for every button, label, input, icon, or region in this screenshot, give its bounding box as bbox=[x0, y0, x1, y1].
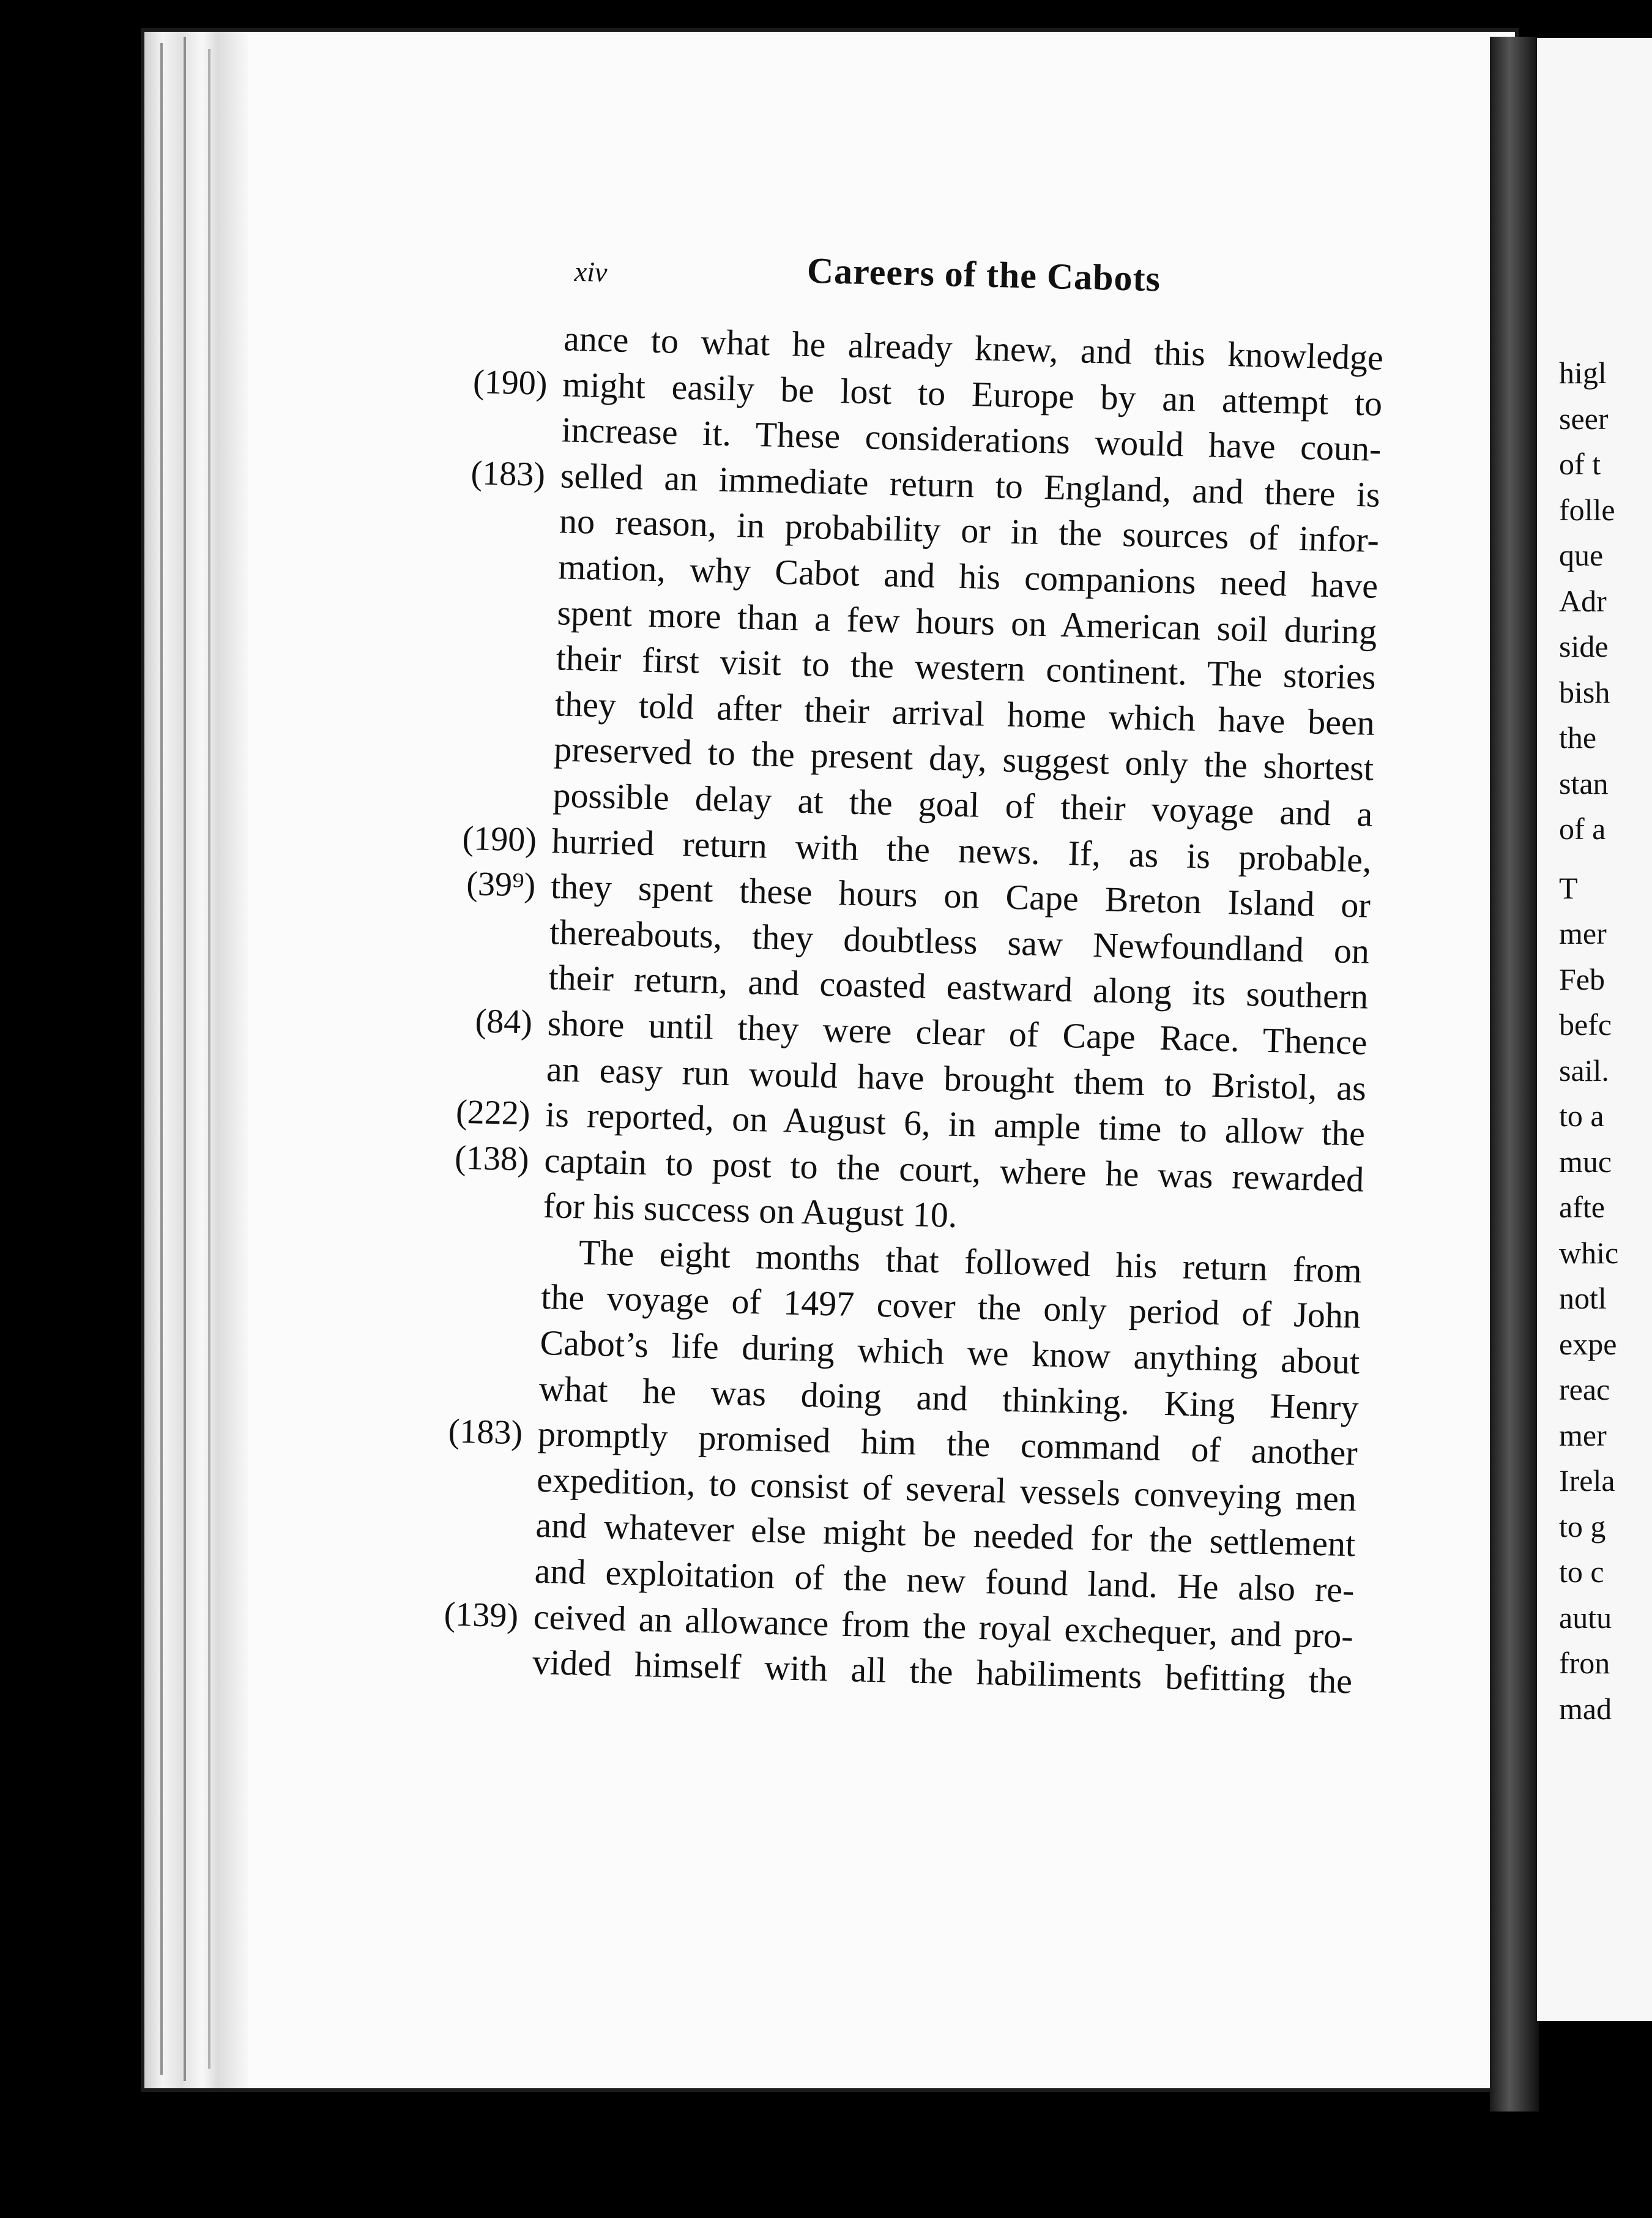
facing-page-fragment: notl bbox=[1559, 1281, 1607, 1316]
line-text: an easy run would have brought them to Bristol, as bbox=[546, 1048, 1367, 1108]
line-text: expedition, to consist of several vessels conveying men bbox=[536, 1459, 1357, 1519]
facing-page-fragment: folle bbox=[1559, 492, 1615, 527]
marginal-reference: (183) bbox=[448, 1412, 523, 1452]
facing-page-fragment: reac bbox=[1559, 1372, 1610, 1407]
marginal-reference: (84) bbox=[474, 1002, 533, 1042]
line-text: captain to post to the court, where he was rewarded bbox=[543, 1140, 1364, 1200]
facing-page-fragment: to g bbox=[1559, 1509, 1606, 1544]
facing-page-fragment: of t bbox=[1559, 447, 1601, 481]
scan-background bbox=[0, 0, 141, 2218]
facing-page-fragment: expe bbox=[1559, 1326, 1617, 1361]
facing-page-fragment: Adr bbox=[1559, 583, 1607, 618]
line-text: hurried return with the news. If, as is probable, bbox=[551, 820, 1372, 880]
facing-page-fragment: Feb bbox=[1559, 962, 1605, 996]
facing-page-fragment: muc bbox=[1559, 1144, 1612, 1179]
line-text: increase it. These considerations would have coun- bbox=[560, 409, 1382, 469]
facing-page-fragment: higl bbox=[1559, 356, 1607, 390]
facing-page-fragment: que bbox=[1559, 538, 1604, 572]
page-text bbox=[363, 239, 1407, 1705]
facing-page-fragment: autu bbox=[1559, 1600, 1612, 1635]
marginal-reference: (222) bbox=[455, 1092, 531, 1133]
facing-page-fragment: seer bbox=[1559, 401, 1609, 436]
line-text: might easily be lost to Europe by an attempt to bbox=[562, 364, 1383, 424]
line-text: and whatever else might be needed for the settlement bbox=[535, 1505, 1356, 1564]
line-text: their first visit to the western continent. The stories bbox=[556, 638, 1377, 698]
line-text: they told after their arrival home which have been bbox=[554, 684, 1375, 743]
running-title: Careers of the Cabots bbox=[806, 250, 1161, 299]
page-number: xiv bbox=[574, 255, 608, 288]
line-text: what he was doing and thinking. King Henry bbox=[538, 1368, 1360, 1428]
facing-page-fragment: of a bbox=[1559, 812, 1606, 846]
facing-page-fragment: to a bbox=[1559, 1099, 1604, 1133]
facing-page-fragment: fron bbox=[1559, 1646, 1610, 1681]
marginal-reference: (190) bbox=[461, 819, 537, 859]
line-text: selled an immediate return to England, and there is bbox=[560, 455, 1381, 515]
page-edge-line bbox=[208, 49, 210, 2069]
line-text: spent more than a few hours on American soil during bbox=[556, 592, 1378, 652]
line-text: shore until they were clear of Cape Race. Thence bbox=[547, 1003, 1368, 1062]
facing-page-fragment: Irela bbox=[1559, 1463, 1615, 1498]
line-text: promptly promised him the command of another bbox=[537, 1414, 1358, 1473]
facing-page-fragment: befc bbox=[1559, 1007, 1612, 1042]
line-text: their return, and coasted eastward along its southern bbox=[548, 957, 1369, 1017]
facing-page-fragment: whic bbox=[1559, 1235, 1619, 1270]
marginal-reference: (138) bbox=[454, 1138, 530, 1179]
line-text: and exploitation of the new found land. He also re- bbox=[534, 1550, 1355, 1610]
line-text: ance to what he already knew, and this knowledge bbox=[563, 318, 1384, 378]
line-text: no reason, in probability or in the sources of infor- bbox=[559, 501, 1380, 561]
facing-page-fragment: mer bbox=[1559, 916, 1607, 951]
page-edge-line bbox=[160, 43, 163, 2075]
facing-page-fragment: mer bbox=[1559, 1417, 1607, 1452]
facing-page-fragment: stan bbox=[1559, 766, 1609, 801]
page-edge-line bbox=[184, 37, 186, 2081]
line-text: thereabouts, they doubtless saw Newfoundland on bbox=[549, 911, 1370, 971]
line-text: they spent these hours on Cape Breton Island or bbox=[550, 866, 1371, 925]
body-text bbox=[363, 312, 1405, 1705]
facing-page-fragment: to c bbox=[1559, 1555, 1604, 1589]
line-text: The eight months that followed his return from bbox=[578, 1232, 1363, 1291]
facing-page-fragment: side bbox=[1559, 629, 1609, 663]
marginal-reference: (39⁹) bbox=[466, 865, 536, 905]
facing-page-fragment: the bbox=[1559, 720, 1597, 755]
marginal-reference: (190) bbox=[472, 362, 548, 403]
facing-page-fragment: mad bbox=[1559, 1691, 1612, 1726]
marginal-reference: (183) bbox=[470, 454, 546, 494]
line-text: for his success on August 10. bbox=[543, 1186, 958, 1236]
line-text: possible delay at the goal of their voyage and a bbox=[552, 775, 1374, 834]
book-gutter bbox=[1490, 37, 1539, 2112]
line-text: ceived an allowance from the royal exchequer, and pro- bbox=[533, 1596, 1354, 1656]
facing-page-fragment: bish bbox=[1559, 674, 1610, 709]
line-text: mation, why Cabot and his companions need have bbox=[557, 547, 1379, 606]
facing-page-fragment: sail. bbox=[1559, 1053, 1609, 1088]
marginal-reference: (139) bbox=[444, 1595, 519, 1635]
line-text: preserved to the present day, suggest only the shortest bbox=[553, 729, 1374, 789]
facing-page-fragment: T bbox=[1559, 870, 1578, 905]
line-text: vided himself with all the habiliments befitting the bbox=[532, 1642, 1353, 1701]
line-text: the voyage of 1497 cover the only period of John bbox=[540, 1277, 1361, 1337]
line-text: is reported, on August 6, in ample time to allow the bbox=[545, 1094, 1366, 1154]
line-text: Cabot’s life during which we know anything about bbox=[539, 1323, 1360, 1382]
facing-page-fragment: afte bbox=[1559, 1190, 1605, 1225]
